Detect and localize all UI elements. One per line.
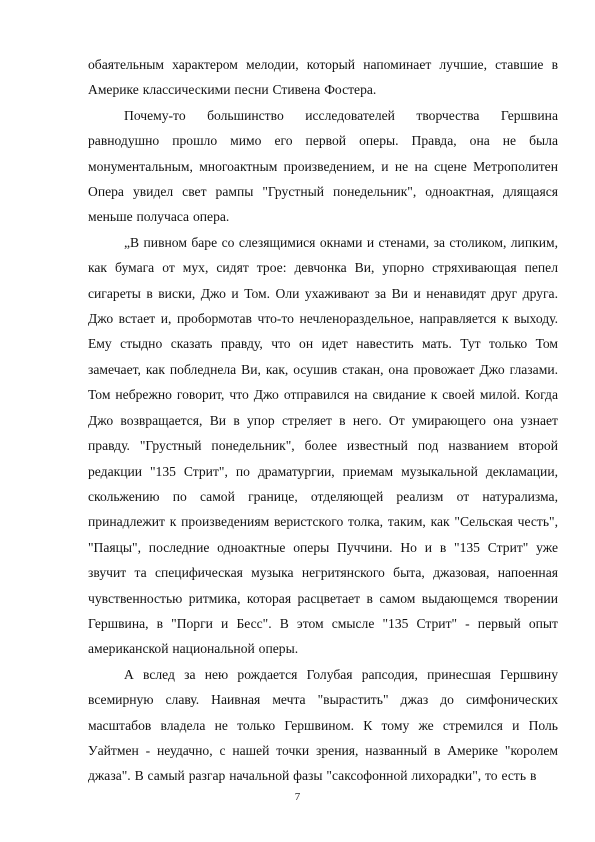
- paragraph-continuation: обаятельным характером мелодии, который напоминает лучшие, ставшие в Америке классическими песни Стивена Фостера.: [88, 57, 558, 98]
- paragraph-opera-plot: „В пивном баре со слезящимися окнами и стенами, за столиком, липким, как бумага от мух, сидят трое: девчонка Ви, упорно стряхивающая пепел сигареты в виски, Джо и Том. Оли ухаживают за Ви и ненавидят друг друга. Джо встает и, пробормотав что-то нечленораздельное, направляется к выходу. Ему стыдно сказать правду, что он идет навестить мать. Тут только Том замечает, как побледнела Ви, как, осушив стакан, она провожает Джо глазами. Том небрежно говорит, что Джо отправился на свидание к своей милой. Когда Джо возвращается, Ви в упор стреляет в него. От умирающего она узнает правду. "Грустный понедельник", более известный под названием второй редакции "135 Стрит", по драматургии, приемам музыкальной декламации, скольжению по самой границе, отделяющей реализм от натурализма, принадлежит к произведениям веристского толка, таким, как "Сельская честь", "Паяцы", последние одноактные оперы Пуччини. Но и в "135 Стрит" уже звучит та специфическая музыка негритянского быта, джазовая, напоенная чувственностью ритмика, которая расцветает в самом выдающемся творении Гершвина, в "Порги и Бесс". В этом смысле "135 Стрит" - первый опыт американской национальной оперы.: [88, 234, 558, 657]
- paragraph-rhapsody: А вслед за нею рождается Голубая рапсодия, принесшая Гершвину всемирную славу. Наивная мечта "вырастить" джаз до симфонических масштабов владела не только Гершвином. К тому же стремился и Поль Уайтмен - неудачно, с нашей точки зрения, названный в Америке "королем джаза". В самый разгар начальной фазы "саксофонной лихорадки", то есть в: [88, 666, 558, 784]
- page-number: 7: [294, 791, 301, 803]
- body-text: [88, 52, 558, 789]
- paragraph-first-opera: Почему-то большинство исследователей творчества Гершвина равнодушно прошло мимо его первой оперы. Правда, она не была монументальным, многоактным произведением, и не на сцене Метрополитен Опера увидел свет рампы "Грустный понедельник", одноактная, длящаяся меньше получаса опера.: [88, 107, 558, 225]
